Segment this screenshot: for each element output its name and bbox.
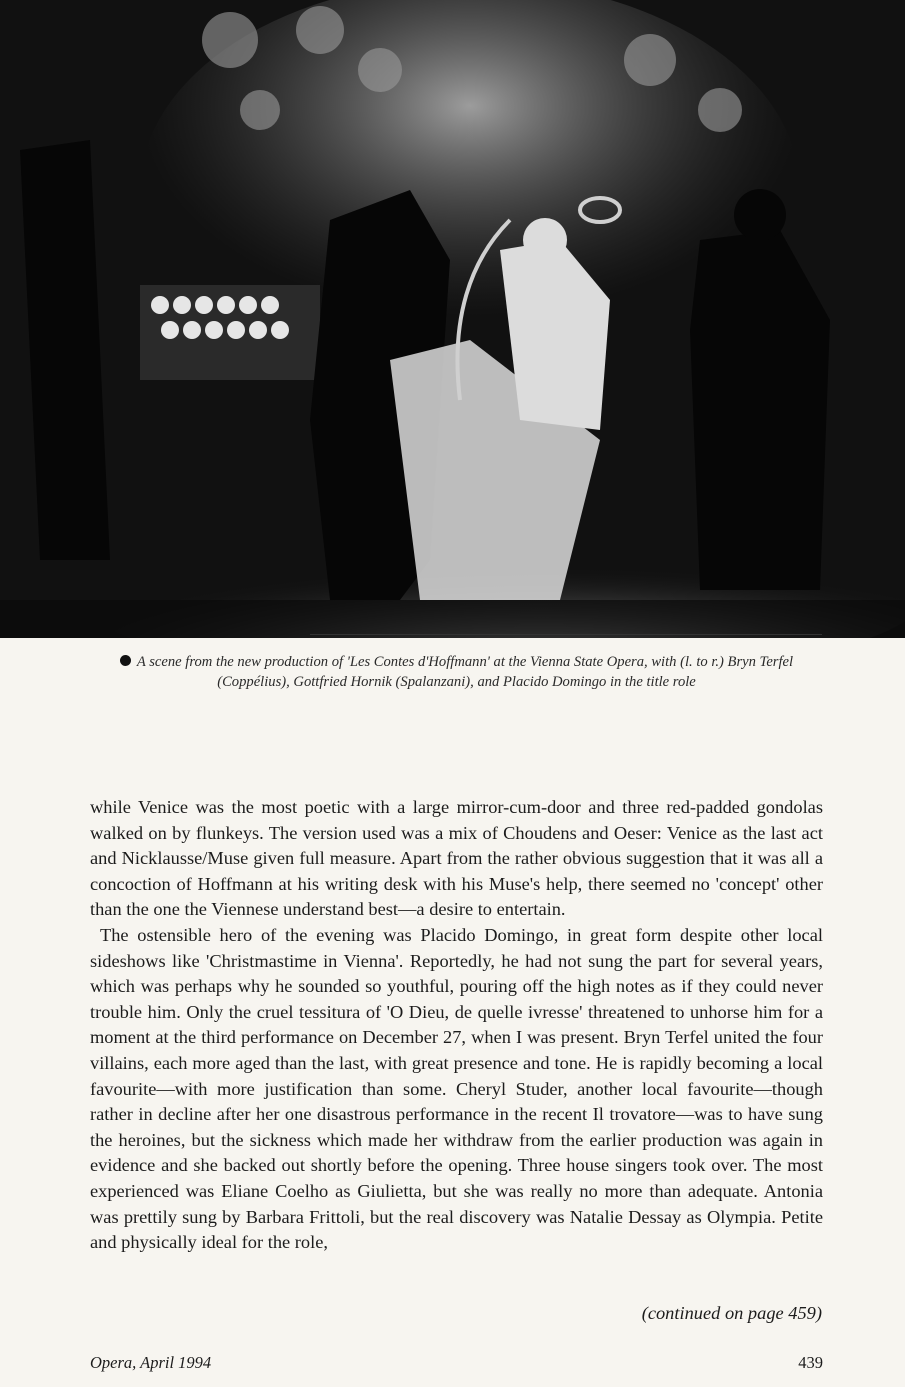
photo-caption (90, 652, 823, 692)
caption-text: A scene from the new production of 'Les Contes d'Hoffmann' at the Vienna State Opera, with (l. to r.) Bryn Terfel (Coppélius), Gottfried Hornik (Spalanzani), and Placido Domingo in the title role (136, 654, 794, 690)
paragraph-2: The ostensible hero of the evening was Placido Domingo, in great form despite other local sideshows like 'Christmastime in Vienna'. Reportedly, he had not sung the part for several years, which was perhaps why he sounded so youthful, pouring off the high notes as if they could never trouble him. Only the cruel tessitura of 'O Dieu, de quelle ivresse' threatened to unhorse him for a moment at the third performance on December 27, when I was present. Bryn Terfel united the four villains, each more aged than the last, with great presence and tone. He is rapidly becoming a local favourite—with more justification than some. Cheryl Studer, another local favourite—though rather in decline after her one disastrous performance in the recent Il trovatore—was to have sung the heroines, but the sickness which made her withdraw from the earlier production was again in evidence and she backed out shortly before the opening. Three house singers took over. The most experienced was Eliane Coelho as Giulietta, but she was really no more than adequate. Antonia was prettily sung by Barbara Frittoli, but the real discovery was Natalie Dessay as Olympia. Petite and physically ideal for the role, (90, 924, 823, 1253)
continued-note: (continued on page 459) (641, 1303, 822, 1323)
article-body (90, 795, 823, 1256)
stage-photo (0, 0, 905, 638)
publication-footer: Opera, April 1994 (90, 1353, 212, 1372)
caption-rule (310, 634, 822, 635)
stage-illustration (0, 0, 905, 638)
paragraph-1: while Venice was the most poetic with a large mirror-cum-door and three red-padded gondolas walked on by flunkeys. The version used was a mix of Choudens and Oeser: Venice as the last act and Nicklausse/Muse given full measure. Apart from the rather obvious suggestion that it was all a concoction of Hoffmann at his writing desk with his Muse's help, there seemed no 'concept' other than the one the Viennese understand best—a desire to entertain. (90, 797, 823, 920)
page-number: 439 (798, 1353, 823, 1372)
bullet-icon (120, 655, 131, 666)
